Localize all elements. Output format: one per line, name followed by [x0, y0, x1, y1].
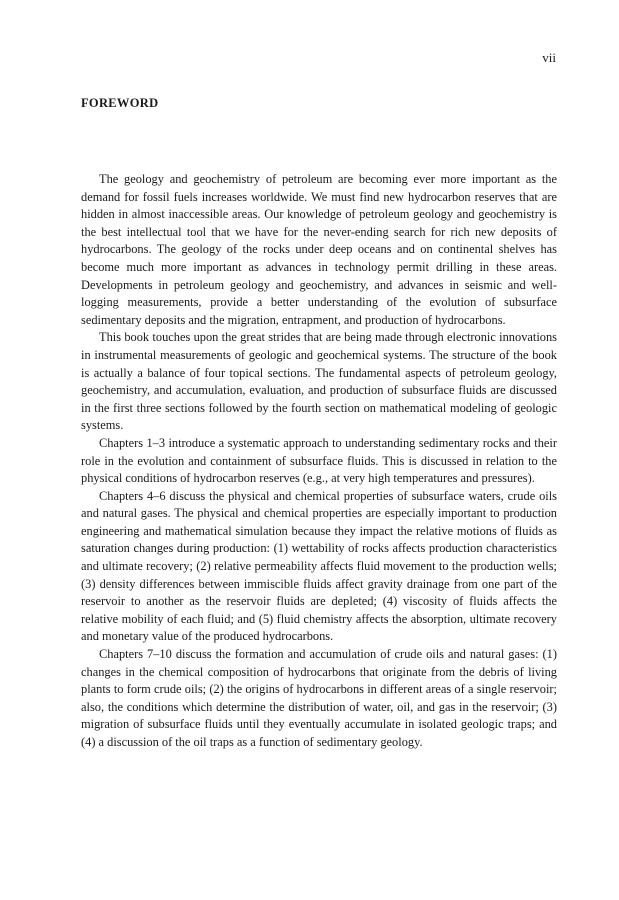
- paragraph-2: This book touches upon the great strides that are being made through electronic innovations in instrumental measurements of geologic and geochemical systems. The structure of the book is actually a balance of four topical sections. The fundamental aspects of petroleum geology, geochemistry, and accumulation, evaluation, and production of subsurface fluids are discussed in the first three sections followed by the fourth section on mathematical modeling of geologic systems.: [81, 330, 557, 433]
- page-title: FOREWORD: [81, 96, 159, 110]
- body-text: [81, 171, 557, 752]
- paragraph-1: The geology and geochemistry of petroleum are becoming ever more important as the demand for fossil fuels increases worldwide. We must find new hydrocarbon reserves that are hidden in almost inaccessible areas. Our knowledge of petroleum geology and geochemistry is the best intellectual tool that we have for the never-ending search for rich new deposits of hydrocarbons. The geology of the rocks under deep oceans and on continental shelves has become much more important as advances in technology permit drilling in these areas. Developments in petroleum geology and geochemistry, and advances in seismic and well-logging measurements, provide a better understanding of the evolution of subsurface sedimentary deposits and the migration, entrapment, and production of hydrocarbons.: [81, 172, 557, 327]
- paragraph-5: Chapters 7–10 discuss the formation and accumulation of crude oils and natural gases: (1) changes in the chemical composition of hydrocarbons that originate from the debris of living plants to form crude oils; (2) the origins of hydrocarbons in different areas of a single reservoir; also, the conditions which determine the distribution of water, oil, and gas in the reservoir; (3) migration of subsurface fluids until they eventually accumulate in isolated geologic traps; and (4) a discussion of the oil traps as a function of sedimentary geology.: [81, 647, 557, 749]
- page-number: vii: [542, 50, 556, 65]
- paragraph-3: Chapters 1–3 introduce a systematic approach to understanding sedimentary rocks and their role in the evolution and containment of subsurface fluids. This is discussed in relation to the physical conditions of hydrocarbon reserves (e.g., at very high temperatures and pressures).: [81, 435, 557, 486]
- paragraph-4: Chapters 4–6 discuss the physical and chemical properties of subsurface waters, crude oils and natural gases. The physical and chemical properties are especially important to production engineering and mathematical simulation because they impact the relative motions of fluids as saturation changes during production: (1) wettability of rocks affects production characteristics and ultimate recovery; (2) relative permeability affects fluid movement to the production wells; (3) density differences between immiscible fluids affect gravity drainage from one part of the reservoir to another as the reservoir fluids are depleted; (4) viscosity of fluids affects the relative mobility of each fluid; and (5) fluid chemistry affects the absorption, ultimate recovery and monetary value of the produced hydrocarbons.: [81, 488, 557, 644]
